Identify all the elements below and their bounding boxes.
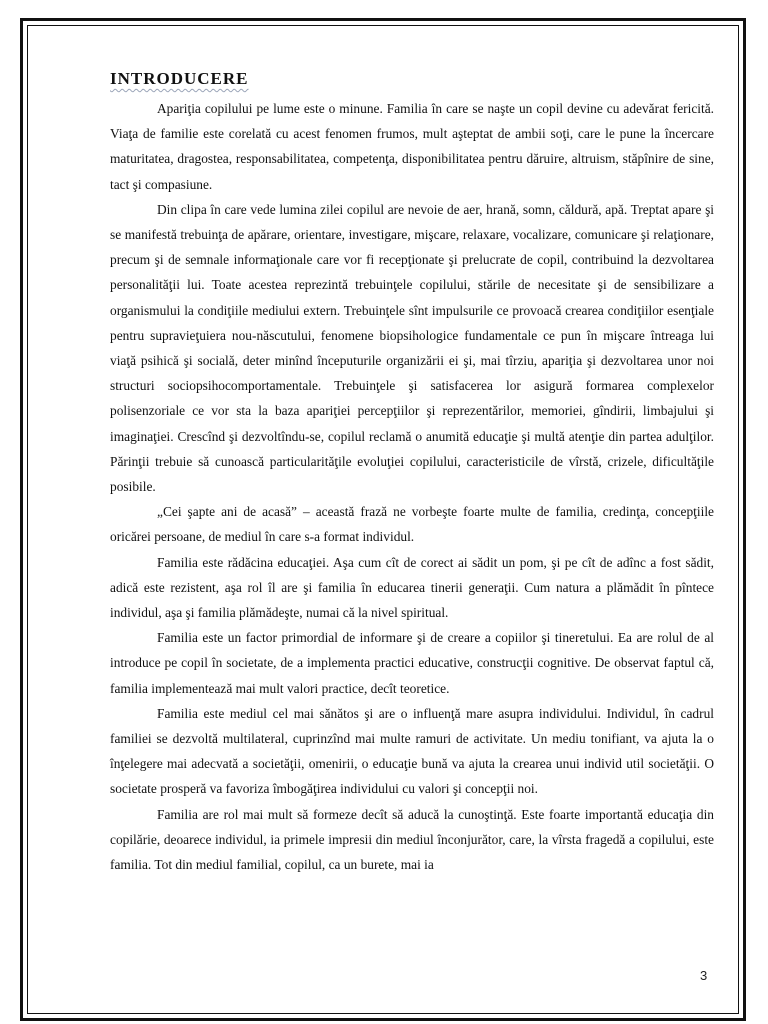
paragraph: Familia este mediul cel mai sănătos şi are o influenţă mare asupra individului. Individul, în cadrul familiei se dezvoltă multilateral, cuprinzînd mai multe ramuri de activitate. Un mediu tonifiant, va ajuta la o înţelegere mai adecvată a societăţii, omenirii, o educaţie bună va ajuta la crearea unui individ util societăţii. O societate prosperă va favoriza îmbogăţirea individului cu valori şi concepţii noi. (110, 705, 714, 797)
paragraph: Familia are rol mai mult să formeze decît să aducă la cunoştinţă. Este foarte importantă educaţia din copilărie, deoarece individul, ia primele impresii din mediul înconjurător, care, la vîrsta fragedă a copilului, este familia. Tot din mediul familial, copilul, ca un burete, mai ia (110, 806, 714, 873)
document-body (110, 68, 714, 877)
section-heading: INTRODUCERE (110, 69, 249, 88)
paragraph: Familia este un factor primordial de informare şi de creare a copiilor şi tineretului. Ea are rolul de al introduce pe copil în societate, de a implementa practici educative, construcţii cognitive. De observat faptul că, familia implementează mai mult valori practice, decît teoretice. (110, 630, 714, 696)
paragraph: „Cei şapte ani de acasă” – această frază ne vorbeşte foarte multe de familia, credinţa, concepţiile oricărei persoane, de mediul în care s-a format individul. (110, 504, 714, 545)
page-number: 3 (700, 968, 708, 983)
paragraph: Apariţia copilului pe lume este o minune. Familia în care se naşte un copil devine cu adevărat fericită. Viaţa de familie este corelată cu acest fenomen frumos, mult aşteptat de ambii soţi, care le pune la încercare maturitatea, dragostea, responsabilitatea, competenţa, disponibilitatea pentru dăruire, altruism, stăpînire de sine, tact şi compasiune. (110, 101, 714, 192)
paragraph: Din clipa în care vede lumina zilei copilul are nevoie de aer, hrană, somn, căldură, apă. Treptat apare şi se manifestă trebuinţa de apărare, orientare, investigare, mişcare, relaxare, vocalizare, comunicare şi relaţionare, precum şi de semnale informaţionale care vor fi recepţionate şi prelucrate de copil, contribuind la dezvoltarea personalităţii lui. Toate acestea reprezintă trebuinţele copilului, stările de necesitate şi de sensibilizare a organismului la condiţiile mediului extern. Trebuinţele sînt impulsurile ce provoacă crearea condiţiilor esenţiale pentru supravieţuiera nou-născutului, fenomene biopsihologice fundamentale ce pun în mişcare întreaga lui viaţă psihică şi socială, deter minînd începuturile organizării ei şi, mai tîrziu, apariţia şi dezvoltarea unor noi structuri sociopsihocomportamentale. Trebuinţele şi satisfacerea lor asigură formarea complexelor polisenzoriale ce vor sta la baza apariţiei percepţiilor şi reprezentărilor, memoriei, gîndirii, limbajului şi imaginaţiei. Crescînd şi dezvoltîndu-se, copilul reclamă o anumită educaţie şi multă atenţie din partea adulţilor. Părinţii trebuie să cunoască particularităţile evoluţiei copilului, caracteristicile de vîrstă, crizele, dificultăţile posibile. (110, 201, 714, 495)
paragraph: Familia este rădăcina educaţiei. Aşa cum cît de corect ai sădit un pom, şi pe cît de adînc a fost sădit, adică este rezistent, aşa rol îl are şi familia în educarea tinerii generaţii. Cum natura a plămădit în pîntece individul, aşa şi familia plămădeşte, numai că la nivel spiritual. (110, 554, 714, 621)
